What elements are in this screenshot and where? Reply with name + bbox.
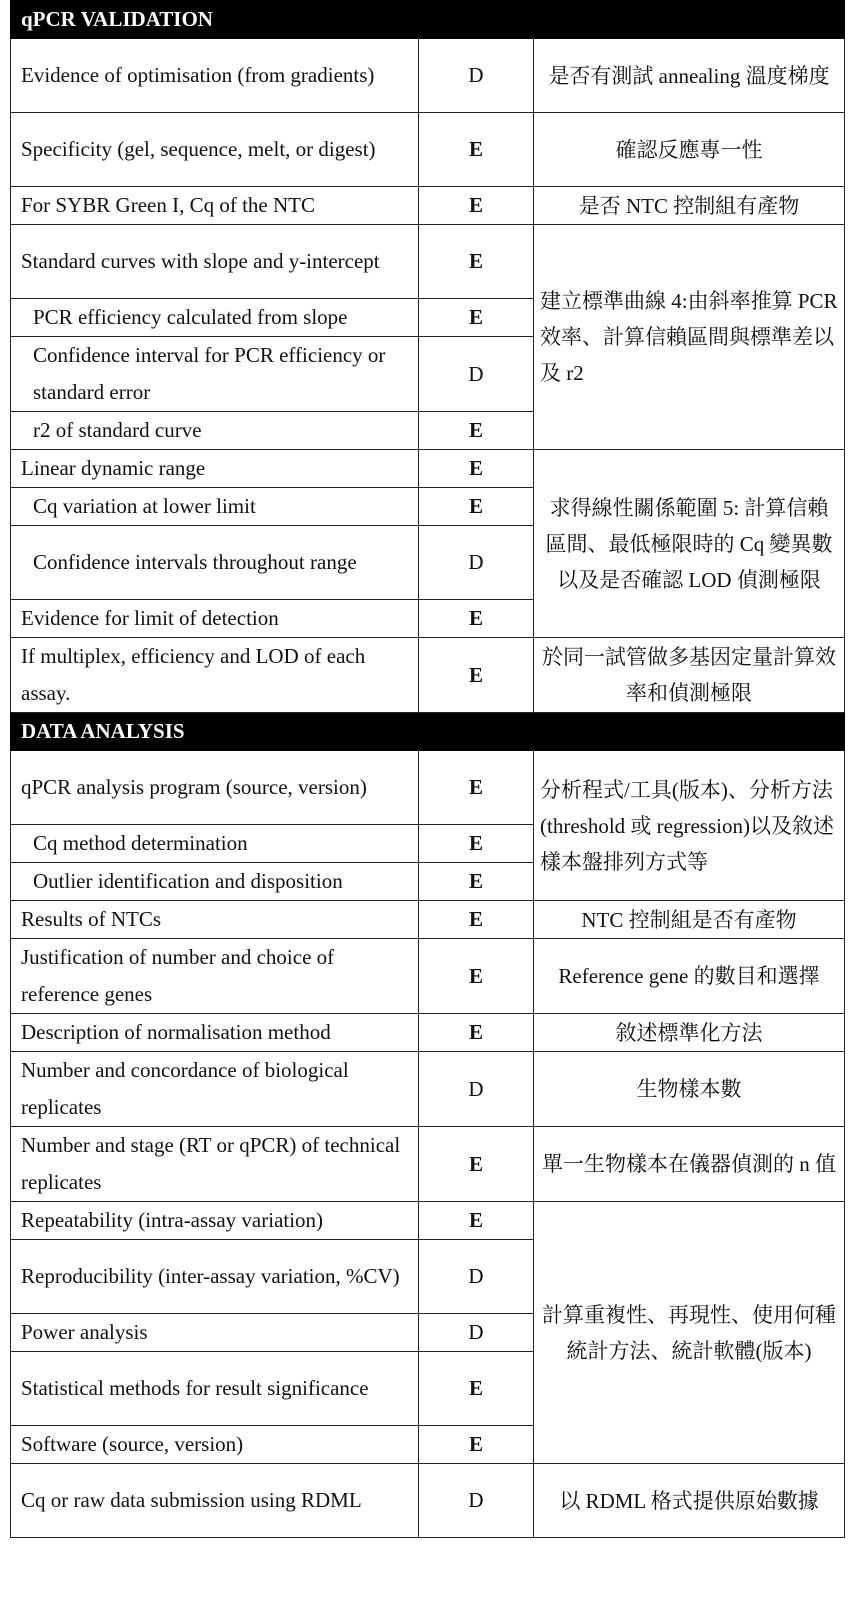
code-cell: D	[419, 1464, 534, 1538]
table-row	[11, 1202, 845, 1240]
note-cell: 求得線性關係範圍 5: 計算信賴區間、最低極限時的 Cq 變異數以及是否確認 LOD 偵測極限	[534, 450, 845, 638]
code-cell: E	[419, 1014, 534, 1052]
item-cell: Cq or raw data submission using RDML	[11, 1464, 419, 1538]
table-row	[11, 1464, 845, 1538]
note-cell: 以 RDML 格式提供原始數據	[534, 1464, 845, 1538]
table-row	[11, 39, 845, 113]
note-cell: 建立標準曲線 4:由斜率推算 PCR 效率、計算信賴區間與標準差以及 r2	[534, 225, 845, 450]
code-cell: E	[419, 901, 534, 939]
item-cell: Repeatability (intra-assay variation)	[11, 1202, 419, 1240]
item-cell: Power analysis	[11, 1314, 419, 1352]
note-cell: 於同一試管做多基因定量計算效率和偵測極限	[534, 638, 845, 713]
table-row	[11, 225, 845, 299]
table-row	[11, 939, 845, 1014]
code-cell: D	[419, 1240, 534, 1314]
code-cell: E	[419, 488, 534, 526]
item-cell: Standard curves with slope and y-intercept	[11, 225, 419, 299]
note-cell: 敘述標準化方法	[534, 1014, 845, 1052]
item-cell: Number and stage (RT or qPCR) of technical replicates	[11, 1127, 419, 1202]
note-cell: 確認反應專一性	[534, 113, 845, 187]
note-cell: 生物樣本數	[534, 1052, 845, 1127]
code-cell: E	[419, 1352, 534, 1426]
item-cell: Results of NTCs	[11, 901, 419, 939]
item-cell: Number and concordance of biological replicates	[11, 1052, 419, 1127]
note-cell: NTC 控制組是否有產物	[534, 901, 845, 939]
item-cell: Cq variation at lower limit	[11, 488, 419, 526]
item-cell: Software (source, version)	[11, 1426, 419, 1464]
code-cell: D	[419, 1052, 534, 1127]
code-cell: D	[419, 39, 534, 113]
note-cell: Reference gene 的數目和選擇	[534, 939, 845, 1014]
section-header-data-analysis: DATA ANALYSIS	[11, 713, 845, 751]
item-cell: PCR efficiency calculated from slope	[11, 299, 419, 337]
checklist-table	[10, 0, 845, 1538]
code-cell: E	[419, 450, 534, 488]
item-cell: Reproducibility (inter-assay variation, %CV)	[11, 1240, 419, 1314]
item-cell: Confidence interval for PCR efficiency or standard error	[11, 337, 419, 412]
note-cell: 是否有測試 annealing 溫度梯度	[534, 39, 845, 113]
code-cell: E	[419, 638, 534, 713]
table-row	[11, 1014, 845, 1052]
note-cell: 是否 NTC 控制組有產物	[534, 187, 845, 225]
code-cell: E	[419, 187, 534, 225]
item-cell: Outlier identification and disposition	[11, 863, 419, 901]
code-cell: D	[419, 337, 534, 412]
code-cell: E	[419, 939, 534, 1014]
code-cell: E	[419, 113, 534, 187]
code-cell: E	[419, 600, 534, 638]
item-cell: Evidence of optimisation (from gradients)	[11, 39, 419, 113]
note-cell: 單一生物樣本在儀器偵測的 n 值	[534, 1127, 845, 1202]
table-row	[11, 187, 845, 225]
item-cell: Specificity (gel, sequence, melt, or digest)	[11, 113, 419, 187]
code-cell: E	[419, 412, 534, 450]
item-cell: qPCR analysis program (source, version)	[11, 751, 419, 825]
section-header-qpcr-validation: qPCR VALIDATION	[11, 1, 845, 39]
item-cell: Linear dynamic range	[11, 450, 419, 488]
table-row	[11, 450, 845, 488]
code-cell: E	[419, 1202, 534, 1240]
code-cell: E	[419, 751, 534, 825]
code-cell: D	[419, 1314, 534, 1352]
code-cell: E	[419, 1127, 534, 1202]
table-row	[11, 638, 845, 713]
table-row	[11, 751, 845, 825]
table-row	[11, 1127, 845, 1202]
item-cell: For SYBR Green I, Cq of the NTC	[11, 187, 419, 225]
note-cell: 計算重複性、再現性、使用何種統計方法、統計軟體(版本)	[534, 1202, 845, 1464]
code-cell: E	[419, 299, 534, 337]
item-cell: Evidence for limit of detection	[11, 600, 419, 638]
item-cell: If multiplex, efficiency and LOD of each assay.	[11, 638, 419, 713]
note-cell: 分析程式/工具(版本)、分析方法 (threshold 或 regression)以及敘述樣本盤排列方式等	[534, 751, 845, 901]
item-cell: Confidence intervals throughout range	[11, 526, 419, 600]
table-row	[11, 113, 845, 187]
item-cell: r2 of standard curve	[11, 412, 419, 450]
item-cell: Description of normalisation method	[11, 1014, 419, 1052]
table-row	[11, 901, 845, 939]
table-row	[11, 1052, 845, 1127]
code-cell: E	[419, 225, 534, 299]
code-cell: E	[419, 825, 534, 863]
code-cell: E	[419, 863, 534, 901]
code-cell: D	[419, 526, 534, 600]
code-cell: E	[419, 1426, 534, 1464]
item-cell: Statistical methods for result significance	[11, 1352, 419, 1426]
item-cell: Justification of number and choice of reference genes	[11, 939, 419, 1014]
item-cell: Cq method determination	[11, 825, 419, 863]
